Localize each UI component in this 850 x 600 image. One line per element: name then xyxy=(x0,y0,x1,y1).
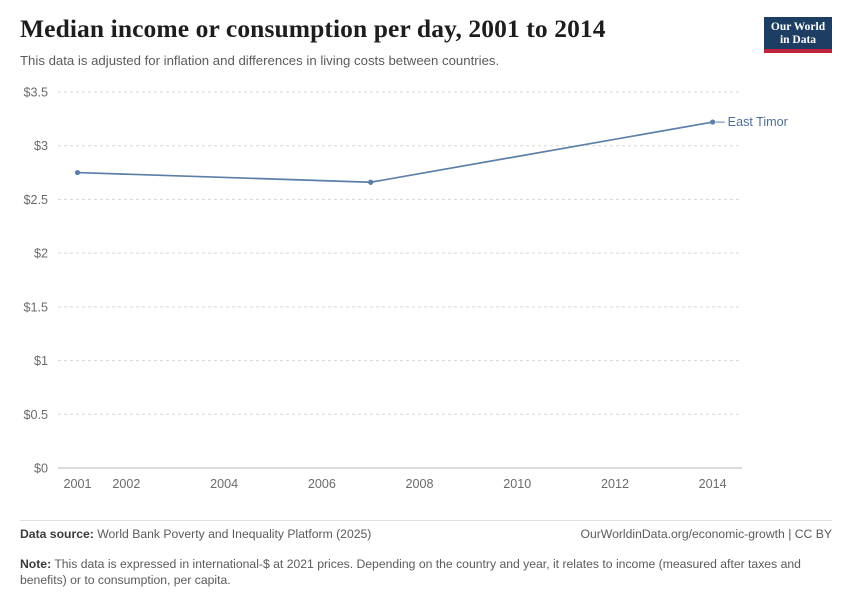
data-source-label: Data source: xyxy=(20,527,94,541)
y-axis-tick-label: $1 xyxy=(33,354,48,369)
footer-note xyxy=(20,556,820,589)
x-axis-tick-label: 2010 xyxy=(503,477,532,491)
footer-top-row xyxy=(20,527,832,547)
x-axis-tick-label: 2014 xyxy=(698,477,727,491)
footer-note-label: Note: xyxy=(20,557,52,571)
our-world-in-data-logo[interactable] xyxy=(764,17,832,53)
x-axis-tick-label: 2008 xyxy=(405,477,434,491)
owid-url-link[interactable]: OurWorldinData.org/economic-growth | CC BY xyxy=(580,527,832,541)
x-axis-tick-label: 2002 xyxy=(112,477,141,491)
y-axis-tick-label: $1.5 xyxy=(23,300,48,315)
logo-line-2: in Data xyxy=(779,33,817,46)
plot-area xyxy=(0,78,850,508)
y-axis-tick-label: $0 xyxy=(33,461,48,476)
y-axis-tick-label: $2.5 xyxy=(23,192,48,207)
x-axis-tick-label: 2001 xyxy=(63,477,92,491)
series-point[interactable] xyxy=(368,180,373,185)
x-axis-tick-label: 2012 xyxy=(600,477,629,491)
line-chart-svg[interactable] xyxy=(0,78,850,508)
y-axis-tick-label: $0.5 xyxy=(23,407,48,422)
logo-line-1: Our World xyxy=(770,21,826,33)
chart-footer xyxy=(20,520,832,589)
series-point[interactable] xyxy=(710,119,715,124)
y-axis-tick-label: $3 xyxy=(33,139,48,154)
data-source-value: World Bank Poverty and Inequality Platform (2025) xyxy=(97,527,372,541)
footer-note-value: This data is expressed in international-$ at 2021 prices. Depending on the country and year, it relates to income (measured after taxes and benefits) or to consumption, per capita. xyxy=(20,557,801,588)
x-axis-tick-label: 2004 xyxy=(210,477,239,491)
x-axis-tick-label: 2006 xyxy=(307,477,336,491)
chart-header xyxy=(20,14,760,69)
y-axis-tick-label: $3.5 xyxy=(23,85,48,100)
series-point[interactable] xyxy=(75,170,80,175)
series-line[interactable] xyxy=(78,122,713,182)
series-label[interactable]: East Timor xyxy=(727,115,788,130)
data-source xyxy=(20,527,371,541)
page-subtitle: This data is adjusted for inflation and differences in living costs between countries. xyxy=(20,52,500,68)
y-axis-tick-label: $2 xyxy=(33,246,48,261)
page-title: Median income or consumption per day, 2001 to 2014 xyxy=(20,14,606,43)
